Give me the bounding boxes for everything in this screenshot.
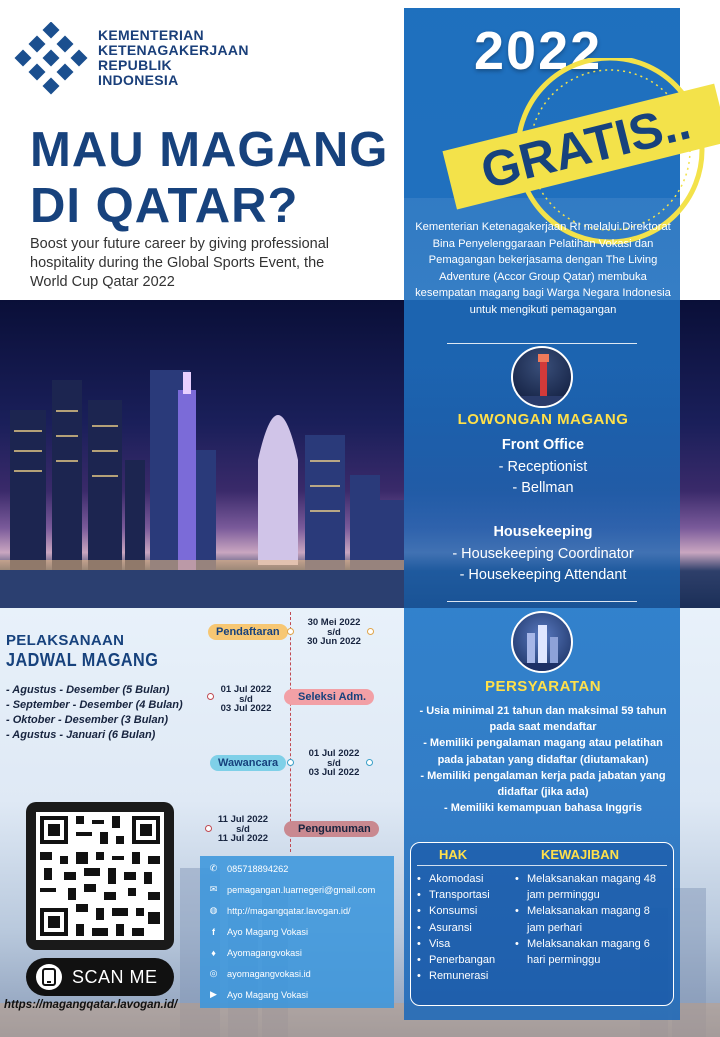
hak-item: • Asuransi bbox=[417, 920, 515, 936]
timeline-date-wawancara bbox=[304, 749, 364, 778]
ministry-line: REPUBLIK bbox=[98, 57, 172, 73]
requirement-item: - Usia minimal 21 tahun dan maksimal 59 tahun pada saat mendaftar bbox=[419, 705, 667, 734]
timeline-date-pengumuman bbox=[213, 815, 273, 844]
requirement-item: - Memiliki pengalaman magang atau pelatihan pada jabatan yang didaftar (diutamakan) bbox=[423, 737, 663, 766]
hak-kewajiban-box bbox=[410, 842, 674, 1006]
date-from: 01 Jul 2022 bbox=[220, 684, 272, 695]
job-item: - Bellman bbox=[512, 480, 574, 496]
timeline-date-seleksi bbox=[216, 685, 276, 714]
divider bbox=[447, 601, 637, 602]
hak-list bbox=[417, 871, 515, 984]
contact-row[interactable] bbox=[208, 968, 311, 979]
twitter-icon: ♦ bbox=[211, 947, 216, 958]
ministry-line: KEMENTERIAN bbox=[98, 27, 204, 43]
period-list bbox=[6, 683, 183, 743]
date-sd: s/d bbox=[327, 757, 341, 769]
contact-row[interactable] bbox=[208, 947, 302, 958]
date-to: 30 Jun 2022 bbox=[307, 636, 361, 647]
phone-scan-icon bbox=[36, 964, 62, 990]
date-sd: s/d bbox=[239, 693, 253, 705]
instagram-icon: ◎ bbox=[209, 968, 218, 978]
date-to: 11 Jul 2022 bbox=[217, 833, 269, 844]
period-item: - Oktober - Desember (3 Bulan) bbox=[6, 714, 168, 726]
date-to: 03 Jul 2022 bbox=[308, 767, 360, 778]
ministry-line: KETENAGAKERJAAN bbox=[98, 42, 249, 58]
stamp-text: GRATIS.. bbox=[475, 93, 696, 200]
timeline-dot bbox=[287, 759, 294, 766]
ministry-name bbox=[98, 28, 249, 88]
job-item: - Receptionist bbox=[498, 458, 588, 475]
job-group-title: Housekeeping bbox=[493, 524, 593, 540]
mail-icon: ✉ bbox=[209, 884, 218, 894]
hak-item: • Remunerasi bbox=[417, 968, 515, 984]
period-item: - Agustus - Januari (6 Bulan) bbox=[6, 729, 156, 741]
phone-icon: ✆ bbox=[209, 863, 218, 873]
timeline-date-pendaftaran bbox=[304, 618, 364, 647]
hak-item: • Akomodasi bbox=[417, 871, 515, 887]
contact-row[interactable] bbox=[208, 884, 375, 895]
date-to: 03 Jul 2022 bbox=[220, 703, 272, 714]
ministry-logo bbox=[14, 22, 88, 96]
year-label: 2022 bbox=[474, 21, 603, 81]
kewajiban-item: • Melaksanakan magang 6 hari perminggu bbox=[515, 936, 669, 968]
date-sd: s/d bbox=[327, 626, 341, 638]
period-item: - Agustus - Desember (5 Bulan) bbox=[6, 684, 170, 696]
job-item: - Housekeeping Attendant bbox=[459, 567, 627, 583]
job-list-front-office bbox=[414, 435, 672, 500]
date-from: 30 Mei 2022 bbox=[307, 617, 361, 628]
globe-icon: ◍ bbox=[209, 905, 218, 915]
torch-tower-photo bbox=[511, 346, 573, 408]
contact-text: Ayo Magang Vokasi bbox=[227, 926, 309, 937]
job-item: - Housekeeping Coordinator bbox=[452, 545, 634, 562]
hak-item: • Visa bbox=[417, 936, 515, 952]
hak-title: HAK bbox=[439, 847, 468, 862]
headline-line: DI QATAR? bbox=[30, 179, 299, 233]
timeline-label-pendaftaran: Pendaftaran bbox=[208, 624, 288, 640]
timeline-dot bbox=[367, 628, 374, 635]
job-group-title: Front Office bbox=[501, 437, 585, 453]
contact-row[interactable] bbox=[208, 989, 308, 1000]
persyaratan-title: PERSYARATAN bbox=[484, 678, 602, 695]
contact-text: 085718894262 bbox=[227, 863, 289, 874]
youtube-icon: ▶ bbox=[210, 989, 217, 999]
hak-item: • Penerbangan bbox=[417, 952, 515, 968]
scan-me-label: SCAN ME bbox=[72, 966, 158, 987]
date-from: 01 Jul 2022 bbox=[308, 748, 360, 759]
kewajiban-item: • Melaksanakan magang 8 jam perhari bbox=[515, 903, 669, 935]
requirement-item: - Memiliki kemampuan bahasa Inggris bbox=[443, 802, 643, 815]
timeline-label-pengumuman: Pengumuman bbox=[284, 821, 379, 837]
lowongan-title: LOWONGAN MAGANG bbox=[457, 411, 629, 428]
scan-me-button[interactable] bbox=[26, 958, 174, 996]
ministry-line: INDONESIA bbox=[98, 72, 179, 88]
date-from: 11 Jul 2022 bbox=[217, 814, 269, 825]
jadwal-title-line1: PELAKSANAAN bbox=[6, 632, 125, 649]
contact-text: pemagangan.luarnegeri@gmail.com bbox=[227, 884, 376, 895]
hak-item: • Transportasi bbox=[417, 887, 515, 903]
divider bbox=[447, 343, 637, 344]
job-list-housekeeping bbox=[414, 522, 672, 587]
contact-row[interactable] bbox=[208, 905, 351, 916]
kewajiban-item: • Melaksanakan magang 48 jam perminggu bbox=[515, 871, 669, 903]
contact-row[interactable] bbox=[208, 863, 288, 874]
contact-text: http://magangqatar.lavogan.id/ bbox=[227, 905, 351, 916]
qr-code-matrix bbox=[36, 812, 164, 940]
subtitle: Boost your future career by giving professional hospitality during the Global Sports Event, the World Cup Qatar 2022 bbox=[30, 236, 330, 290]
timeline-dot bbox=[366, 759, 373, 766]
period-item: - September - Desember (4 Bulan) bbox=[6, 699, 183, 711]
intro-paragraph: Kementerian Ketenagakerjaan RI melalui Direktorat Bina Penyelenggaraan Pelatihan Vokasi dan Pemagangan bekerjasama dengan The Living Adventure (Accor Group Qatar) membuka kesempatan magang bagi Warga Negara Indonesia untuk mengikuti pemagangan bbox=[415, 221, 671, 316]
contact-text: ayomagangvokasi.id bbox=[227, 968, 311, 979]
contact-text: Ayo Magang Vokasi bbox=[227, 989, 309, 1000]
requirement-item: - Memiliki pengalaman kerja pada jabatan yang didaftar (jika ada) bbox=[420, 769, 666, 799]
timeline-dot bbox=[287, 628, 294, 635]
hak-item: • Konsumsi bbox=[417, 903, 515, 919]
timeline-line bbox=[290, 612, 291, 852]
kewajiban-list bbox=[515, 871, 669, 968]
headline-line: MAU MAGANG bbox=[30, 123, 389, 177]
divider bbox=[417, 865, 667, 866]
requirements-list bbox=[410, 703, 676, 816]
registration-url[interactable]: https://magangqatar.lavogan.id/ bbox=[4, 999, 178, 1011]
jadwal-title-line2: JADWAL MAGANG bbox=[6, 650, 159, 670]
kewajiban-title: KEWAJIBAN bbox=[541, 847, 620, 862]
contact-text: Ayomagangvokasi bbox=[227, 947, 302, 958]
timeline-label-wawancara: Wawancara bbox=[210, 755, 286, 771]
contact-row[interactable] bbox=[208, 926, 308, 937]
timeline-label-seleksi: Seleksi Adm. bbox=[284, 689, 374, 705]
page-title bbox=[30, 122, 388, 234]
city-circle-photo bbox=[511, 611, 573, 673]
timeline-dot bbox=[205, 825, 212, 832]
timeline-dot bbox=[207, 693, 214, 700]
date-sd: s/d bbox=[236, 823, 250, 835]
facebook-icon: f bbox=[212, 926, 215, 937]
contact-panel bbox=[200, 856, 394, 1008]
qr-code[interactable] bbox=[26, 802, 174, 950]
